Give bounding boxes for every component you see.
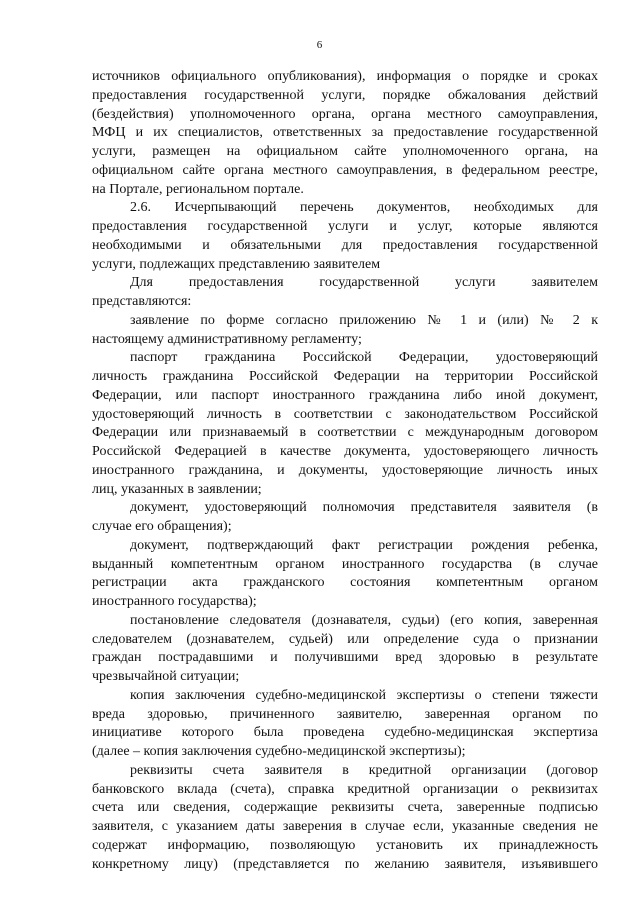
text-line: источников официального опубликования), информация о порядке и сроках	[92, 69, 598, 84]
text-line: (бездействия) уполномоченного органа, органа местного самоуправления,	[92, 106, 598, 122]
text-line: копия заключения судебно-медицинской экспертизы о степени тяжести	[130, 687, 598, 703]
text-line: 2.6. Исчерпывающий перечень документов, необходимых для	[130, 200, 598, 216]
text-line: содержат информацию, позволяющую установить их принадлежность	[92, 837, 598, 853]
text-line: Федерации, или паспорт иностранного гражданина либо иной документ,	[92, 387, 598, 403]
text-line: документ, подтверждающий факт регистрации рождения ребенка,	[130, 537, 598, 553]
text-line: Для предоставления государственной услуги заявителем	[130, 275, 598, 291]
text-line: постановление следователя (дознавателя, судьи) (его копия, заверенная	[130, 612, 598, 628]
text-line: инициативе которого была проведена судебно-медицинская экспертиза	[92, 725, 598, 741]
document-body	[92, 68, 598, 874]
text-line: граждан пострадавшими и получившими вред здоровью в результате	[92, 650, 598, 666]
text-line: выданный компетентным органом иностранного государства (в случае	[92, 556, 598, 572]
text-line: личность гражданина Российской Федерации на территории Российской	[92, 369, 598, 384]
text-line: счета или сведения, содержащие реквизиты счета, заверенные подписью	[92, 800, 598, 816]
text-line: удостоверяющий личность в соответствии с законодательством Российской	[92, 406, 598, 422]
text-line: случае его обращения);	[92, 519, 232, 534]
text-line: (далее – копия заключения судебно-медицинской экспертизы);	[92, 744, 466, 759]
text-line: реквизиты счета заявителя в кредитной организации (договор	[130, 762, 598, 778]
text-line: банковского вклада (счета), справка кредитной организации о реквизитах	[92, 781, 598, 797]
text-line: официальном сайте органа местного самоуправления, в федеральном реестре,	[92, 162, 598, 178]
text-line: документ, удостоверяющий полномочия представителя заявителя (в	[130, 500, 598, 516]
text-line: Российской Федерацией в качестве документа, удостоверяющего личность	[92, 444, 598, 459]
text-line: Федерации или признаваемый в соответствии с международным договором	[92, 425, 598, 441]
text-line: услуги, размещен на официальном сайте уполномоченного органа, на	[92, 144, 598, 159]
text-line: паспорт гражданина Российской Федерации, удостоверяющий	[130, 350, 598, 366]
text-line: МФЦ и их специалистов, ответственных за предоставление государственной	[92, 125, 598, 141]
text-line: представляются:	[92, 294, 192, 309]
text-line: вреда здоровью, причиненного заявителю, заверенная органом по	[92, 706, 598, 722]
text-line: следователем (дознавателем, судьей) или определение суда о признании	[92, 631, 598, 647]
text-line: иностранного гражданина, и документы, удостоверяющие личность иных	[92, 462, 598, 478]
text-line: заявление по форме согласно приложению № 1 и (или) № 2 к	[130, 312, 598, 328]
page-number: 6	[316, 39, 323, 51]
text-line: лиц, указанных в заявлении;	[92, 481, 262, 497]
text-line: чрезвычайной ситуации;	[92, 669, 240, 684]
text-line: предоставления государственной услуги, порядке обжалования действий	[92, 87, 598, 103]
text-line: необходимыми и обязательными для предоставления государственной	[92, 237, 598, 253]
text-line: предоставления государственной услуги и услуг, которые являются	[92, 219, 598, 234]
text-line: конкретному лицу) (представляется по желанию заявителя, изъявившего	[92, 856, 598, 872]
text-line: заявителя, с указанием даты заверения в случае если, указанные сведения не	[92, 819, 598, 834]
text-line: настоящему административному регламенту;	[92, 331, 362, 347]
text-line: регистрации акта гражданского состояния компетентным органом	[92, 575, 598, 591]
text-line: услуги, подлежащих представлению заявителем	[92, 256, 381, 272]
text-line: иностранного государства);	[92, 594, 257, 609]
text-line: на Портале, региональном портале.	[92, 181, 304, 197]
